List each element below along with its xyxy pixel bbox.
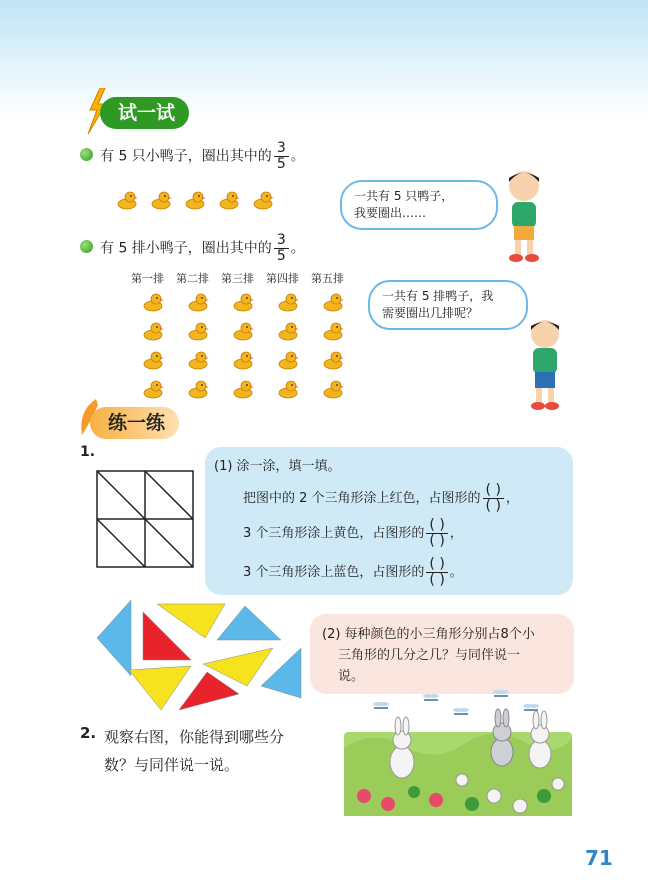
dragonfly-icon (523, 704, 539, 710)
exercise-2-text (104, 723, 284, 779)
yellow-triangle (157, 604, 225, 638)
question-2: 有 5 排小鸭子，圈出其中的 $\frac{3}{5}$ 。 (100, 232, 305, 264)
fraction: $\frac{3}{5}$ (274, 141, 289, 172)
part-2-text (322, 624, 535, 687)
duck-icon (142, 321, 164, 341)
exercise-2-line: 观察右图，你能得到哪些分 (104, 728, 285, 746)
duck-icon (277, 292, 299, 312)
row-label: 第五排 (311, 272, 344, 285)
duck-icon (252, 190, 274, 210)
dragonfly-icon (423, 694, 439, 700)
section-title-practice: 练一练 (90, 407, 179, 439)
duck-icon (232, 350, 254, 370)
yellow-triangle (129, 666, 191, 710)
duck-icon (277, 350, 299, 370)
duck-icon (232, 321, 254, 341)
part-1-line-3: 3 个三角形涂上蓝色，占图形的 $\frac{( )}{( )}$ 。 (243, 556, 463, 588)
bullet-icon (80, 240, 93, 253)
duck-icon (322, 321, 344, 341)
duck-icon (142, 292, 164, 312)
blue-triangle (217, 606, 281, 640)
speech-bubble-1 (340, 180, 498, 230)
duck-icon (187, 321, 209, 341)
exercise-2-line: 数？与同伴说一说。 (104, 756, 240, 774)
section-title-try: 试一试 (100, 97, 189, 129)
dragonfly-icon (373, 702, 389, 708)
duck-icon (116, 190, 138, 210)
duck-icon (187, 379, 209, 399)
row-label: 第四排 (266, 272, 299, 285)
bullet-icon (80, 148, 93, 161)
boy-icon (522, 318, 568, 412)
bubble-line: 一共有 5 排鸭子，我 (382, 289, 494, 303)
rabbit-icon (529, 711, 551, 768)
duck-icon (142, 350, 164, 370)
rabbit-icon (491, 709, 513, 766)
exercise-2-number: 2. (80, 724, 97, 742)
row-label: 第一排 (131, 272, 164, 285)
part-2-line: (2) 每种颜色的小三角形分别占8个小 (322, 627, 535, 642)
bubble-line: 一共有 5 只鸭子， (354, 189, 454, 203)
duck-icon (277, 321, 299, 341)
duck-icon (322, 292, 344, 312)
dragonfly-icon (453, 708, 469, 714)
fraction: $\frac{3}{5}$ (274, 233, 289, 264)
duck-icon (232, 379, 254, 399)
exercise-1-number: 1. (80, 444, 96, 460)
duck-icon (218, 190, 240, 210)
bubble-line: 需要圈出几排呢？ (382, 306, 479, 320)
colored-triangles-figure (95, 598, 310, 716)
blue-triangle (97, 600, 131, 676)
duck-icon (187, 350, 209, 370)
boy-icon (498, 168, 550, 264)
part-2-line: 三角形的几分之几？与同伴说一 (338, 648, 521, 663)
part-1-line-2: 3 个三角形涂上黄色，占图形的 $\frac{( )}{( )}$ ， (243, 517, 463, 549)
duck-icon (187, 292, 209, 312)
fraction-blank: $\frac{( )}{( )}$ (483, 483, 504, 514)
duck-icon (150, 190, 172, 210)
dragonfly-icon (493, 690, 509, 696)
duck-icon (322, 350, 344, 370)
part-1-label: (1) 涂一涂，填一填。 (214, 459, 341, 474)
part-2-line: 说。 (338, 669, 365, 684)
duck-icon (277, 379, 299, 399)
bubble-line: 我要圈出…… (354, 206, 427, 220)
duck-icon (142, 379, 164, 399)
part-1-line-1: 把图中的 2 个三角形涂上红色，占图形的 $\frac{( )}{( )}$ ， (243, 482, 519, 514)
page-number: 71 (585, 846, 613, 870)
garden-illustration (344, 688, 572, 816)
triangle-grid-figure (96, 470, 194, 568)
speech-bubble-2 (368, 280, 528, 330)
duck-icon (322, 379, 344, 399)
row-label: 第二排 (176, 272, 209, 285)
duck-icon (232, 292, 254, 312)
question-1: 有 5 只小鸭子，圈出其中的 $\frac{3}{5}$ 。 (100, 140, 305, 172)
fraction-blank: $\frac{( )}{( )}$ (426, 518, 447, 549)
row-label: 第三排 (221, 272, 254, 285)
duck-icon (184, 190, 206, 210)
fraction-blank: $\frac{( )}{( )}$ (426, 557, 447, 588)
